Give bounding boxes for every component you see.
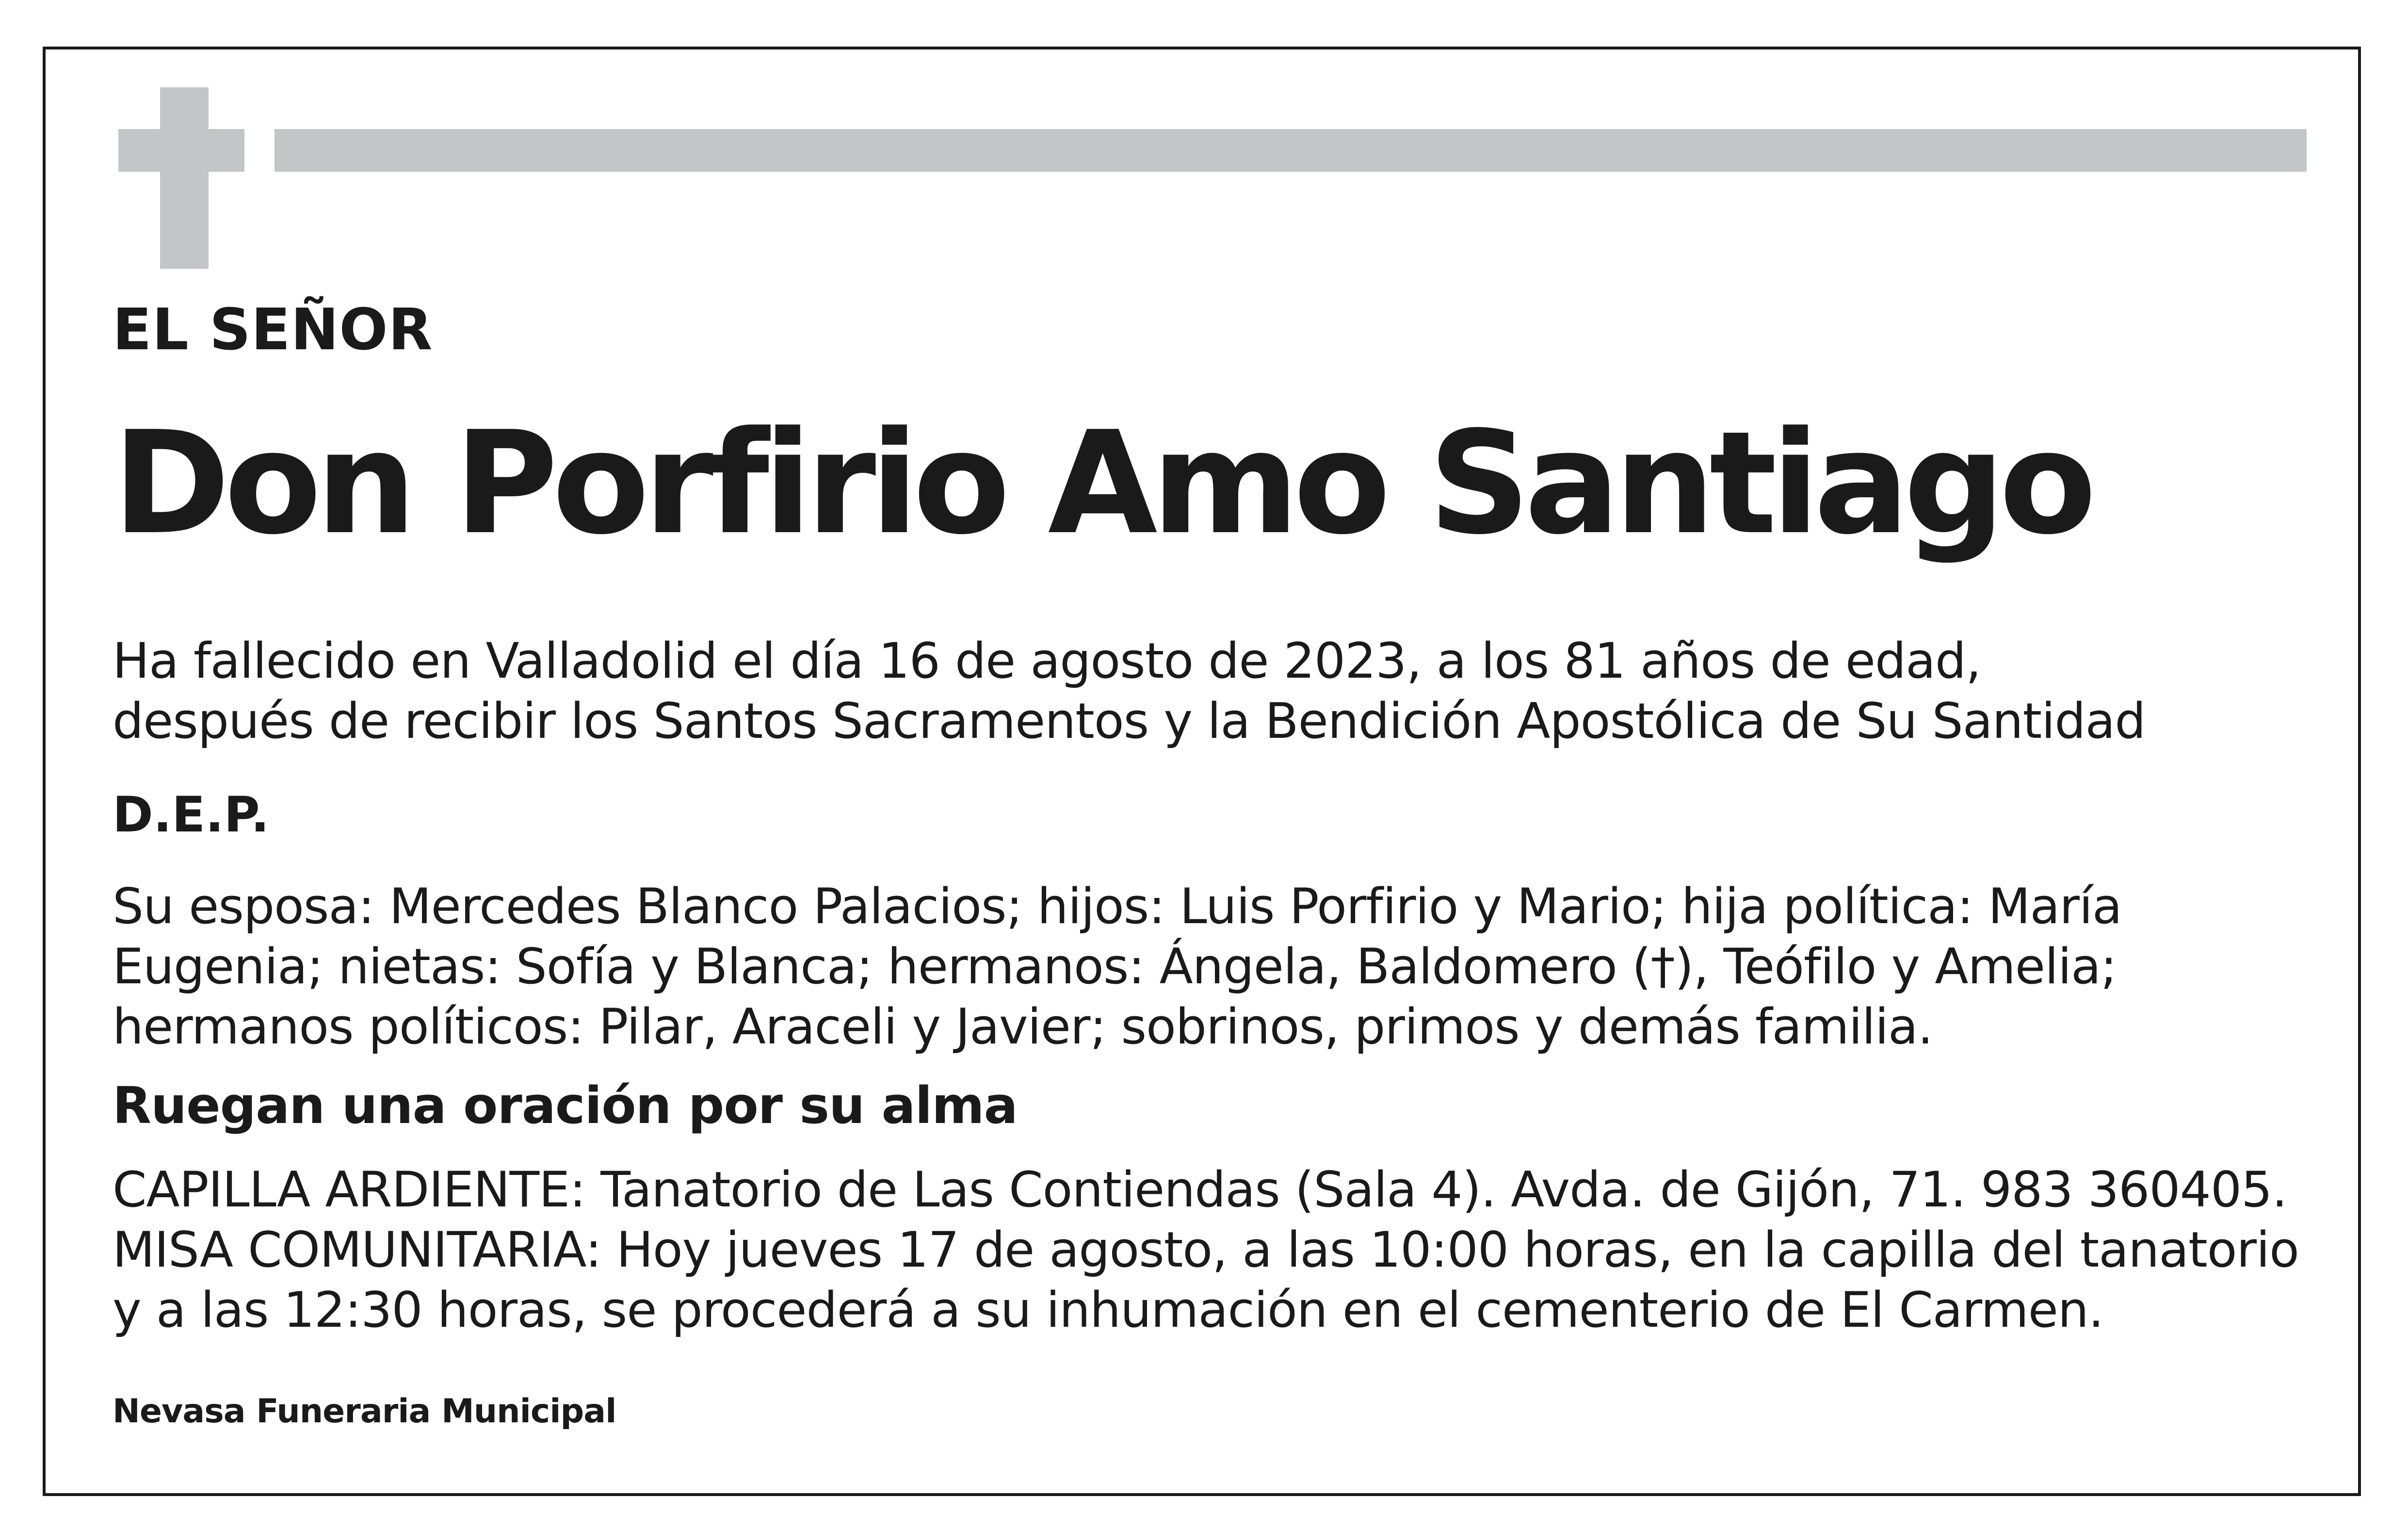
service-line: MISA COMUNITARIA: Hoy jueves 17 de agosto, a las 10:00 horas, en la capilla del tanatorio — [113, 1221, 2299, 1278]
cross-icon-arm — [118, 129, 244, 172]
service-line: y a las 12:30 horas, se procederá a su inhumación en el cementerio de El Carmen. — [113, 1281, 2104, 1338]
death-announcement — [113, 631, 2145, 751]
deceased-name: Don Porfirio Amo Santiago — [113, 401, 2091, 566]
service-details — [113, 1159, 2299, 1340]
header-rule — [275, 129, 2307, 172]
cross-icon — [160, 87, 209, 269]
funeral-home: Nevasa Funeraria Municipal — [113, 1392, 616, 1431]
service-line: CAPILLA ARDIENTE: Tanatorio de Las Contiendas (Sala 4). Avda. de Gijón, 71. 983 360405. — [113, 1161, 2287, 1218]
family-list — [113, 876, 2122, 1057]
prayer-request: Ruegan una oración por su alma — [113, 1076, 1018, 1135]
announcement-line: después de recibir los Santos Sacramentos y la Bendición Apostólica de Su Santidad — [113, 692, 2146, 749]
family-line: Eugenia; nietas: Sofía y Blanca; hermanos: Ángela, Baldomero (†), Teófilo y Amelia; — [113, 938, 2117, 995]
family-line: Su esposa: Mercedes Blanco Palacios; hijos: Luis Porfirio y Mario; hija política: María — [113, 878, 2122, 935]
honorific: EL SEÑOR — [113, 296, 433, 363]
rest-in-peace: D.E.P. — [113, 786, 270, 843]
announcement-line: Ha fallecido en Valladolid el día 16 de agosto de 2023, a los 81 años de edad, — [113, 632, 1981, 689]
family-line: hermanos políticos: Pilar, Araceli y Javier; sobrinos, primos y demás familia. — [113, 998, 1933, 1055]
